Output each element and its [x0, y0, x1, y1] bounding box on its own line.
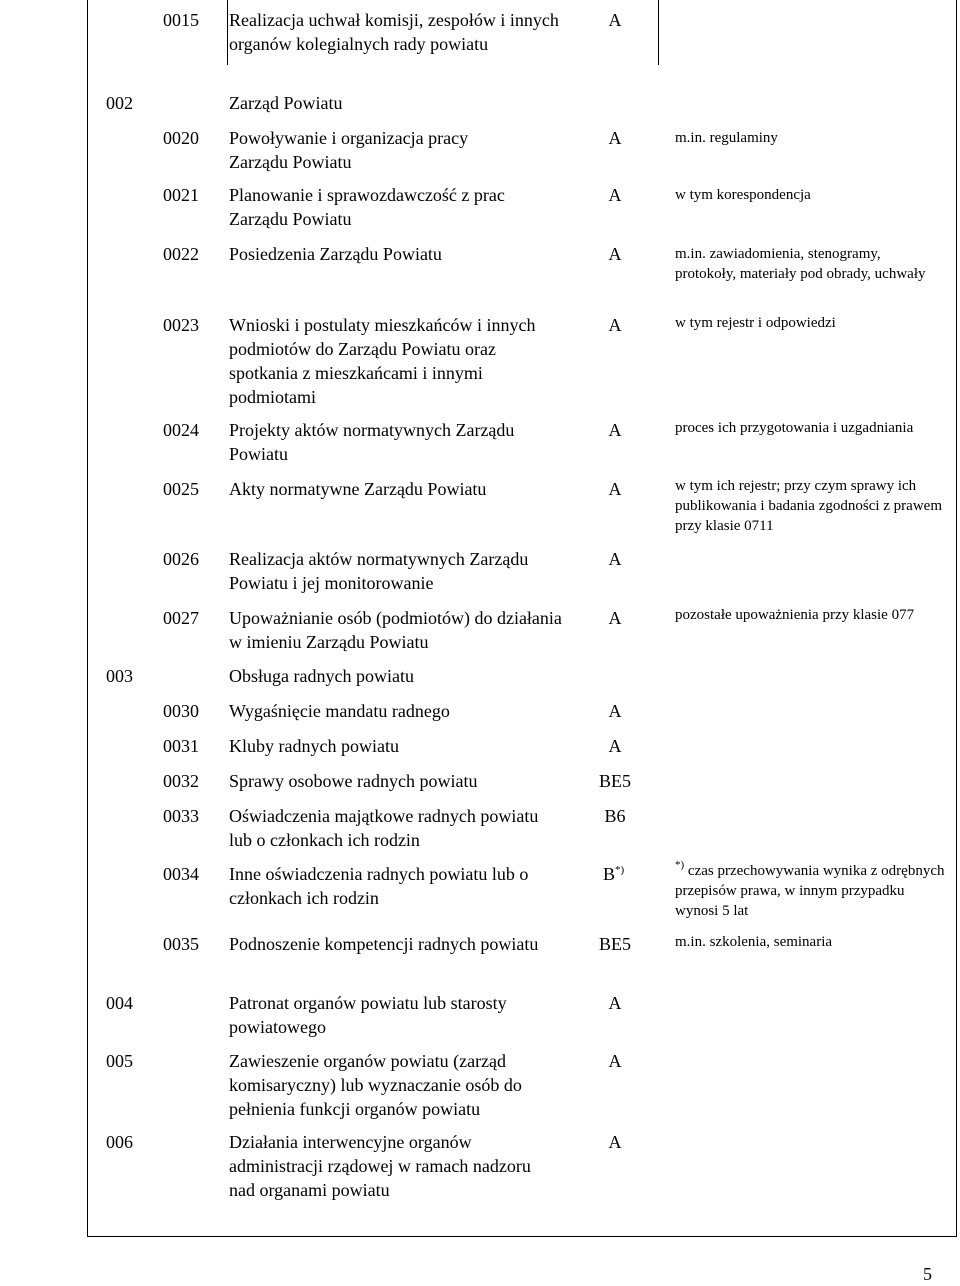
row-category: A [608, 1132, 622, 1152]
row-category: A [608, 993, 622, 1013]
row-category: A [608, 315, 622, 335]
row-code: 0026 [163, 549, 199, 569]
row-category: A [608, 1051, 622, 1071]
row-category: A [608, 701, 622, 721]
row-title: Realizacja aktów normatywnych Zarządu Powiatu i jej monitorowanie [229, 549, 529, 593]
row-title: Podnoszenie kompetencji radnych powiatu [229, 934, 539, 954]
row-category: A [608, 244, 622, 264]
row-category: BE5 [598, 771, 631, 791]
row-note: w tym rejestr i odpowiedzi [675, 315, 836, 331]
row-category: A [608, 736, 622, 756]
row-title: Powoływanie i organizacja pracy Zarządu Powiatu [229, 128, 469, 172]
row-code: 0033 [163, 806, 199, 826]
row-code: 0021 [163, 185, 199, 205]
row-title: Sprawy osobowe radnych powiatu [229, 771, 478, 791]
row-category: A [608, 479, 622, 499]
row-code: 0030 [163, 701, 199, 721]
row-title: Oświadczenia majątkowe radnych powiatu lub o członkach ich rodzin [229, 806, 539, 850]
row-title: Planowanie i sprawozdawczość z prac Zarządu Powiatu [229, 185, 505, 229]
row-category: A [608, 185, 622, 205]
row-code: 004 [106, 993, 133, 1013]
row-title: Projekty aktów normatywnych Zarządu Powiatu [229, 420, 515, 464]
footnote-marker: *) [615, 864, 625, 876]
row-code: 0023 [163, 315, 199, 335]
row-title: Obsługa radnych powiatu [229, 666, 414, 686]
row-category: BE5 [598, 934, 631, 954]
row-code: 0034 [163, 864, 199, 884]
row-category: A [608, 549, 622, 569]
row-category: B6 [604, 806, 626, 826]
row-note: *) czas przechowywania wynika z odrębnych przepisów prawa, w innym przypadku wynosi 5 lat [675, 859, 945, 919]
row-title: Kluby radnych powiatu [229, 736, 399, 756]
row-code: 0025 [163, 479, 199, 499]
row-title: Zarząd Powiatu [229, 93, 343, 113]
row-title: Wygaśnięcie mandatu radnego [229, 701, 450, 721]
row-title: Realizacja uchwał komisji, zespołów i innych organów kolegialnych rady powiatu [229, 10, 559, 54]
row-code: 006 [106, 1132, 133, 1152]
row-code: 0032 [163, 771, 199, 791]
row-category: B*) [603, 864, 625, 884]
row-title: Zawieszenie organów powiatu (zarząd komisaryczny) lub wyznaczanie osób do pełnienia funkcji organów powiatu [229, 1051, 522, 1119]
row-title: Działania interwencyjne organów administracji rządowej w ramach nadzoru nad organami powiatu [229, 1132, 531, 1200]
row-note: w tym korespondencja [675, 187, 811, 203]
row-note: w tym ich rejestr; przy czym sprawy ich publikowania i badania zgodności z prawem przy klasie 0711 [675, 478, 942, 534]
row-category: A [608, 10, 622, 30]
row-title: Patronat organów powiatu lub starosty powiatowego [229, 993, 507, 1037]
page-number: 5 [923, 1264, 932, 1284]
row-code: 0020 [163, 128, 199, 148]
row-note: m.in. szkolenia, seminaria [675, 934, 833, 950]
column-divider [658, 0, 659, 65]
row-title: Inne oświadczenia radnych powiatu lub o członkach ich rodzin [229, 864, 529, 908]
row-code: 0024 [163, 420, 199, 440]
row-code: 0031 [163, 736, 199, 756]
row-code: 0027 [163, 608, 199, 628]
row-title: Upoważnianie osób (podmiotów) do działania w imieniu Zarządu Powiatu [229, 608, 562, 652]
row-category: A [608, 128, 622, 148]
row-code: 003 [106, 666, 133, 686]
row-note: proces ich przygotowania i uzgadniania [675, 420, 914, 436]
row-note: pozostałe upoważnienia przy klasie 077 [675, 607, 915, 623]
footnote-marker: *) [675, 859, 685, 871]
row-code: 0015 [163, 10, 199, 30]
row-code: 002 [106, 93, 133, 113]
row-code: 0022 [163, 244, 199, 264]
row-category: A [608, 420, 622, 440]
row-note: m.in. zawiadomienia, stenogramy, protokoły, materiały pod obrady, uchwały [675, 246, 926, 282]
column-divider [227, 0, 228, 65]
row-note: m.in. regulaminy [675, 130, 778, 146]
row-title: Posiedzenia Zarządu Powiatu [229, 244, 442, 264]
row-title: Wnioski i postulaty mieszkańców i innych podmiotów do Zarządu Powiatu oraz spotkania z mieszkańcami i innymi podmiotami [229, 315, 536, 407]
row-category: A [608, 608, 622, 628]
row-code: 0035 [163, 934, 199, 954]
row-code: 005 [106, 1051, 133, 1071]
row-title: Akty normatywne Zarządu Powiatu [229, 479, 487, 499]
